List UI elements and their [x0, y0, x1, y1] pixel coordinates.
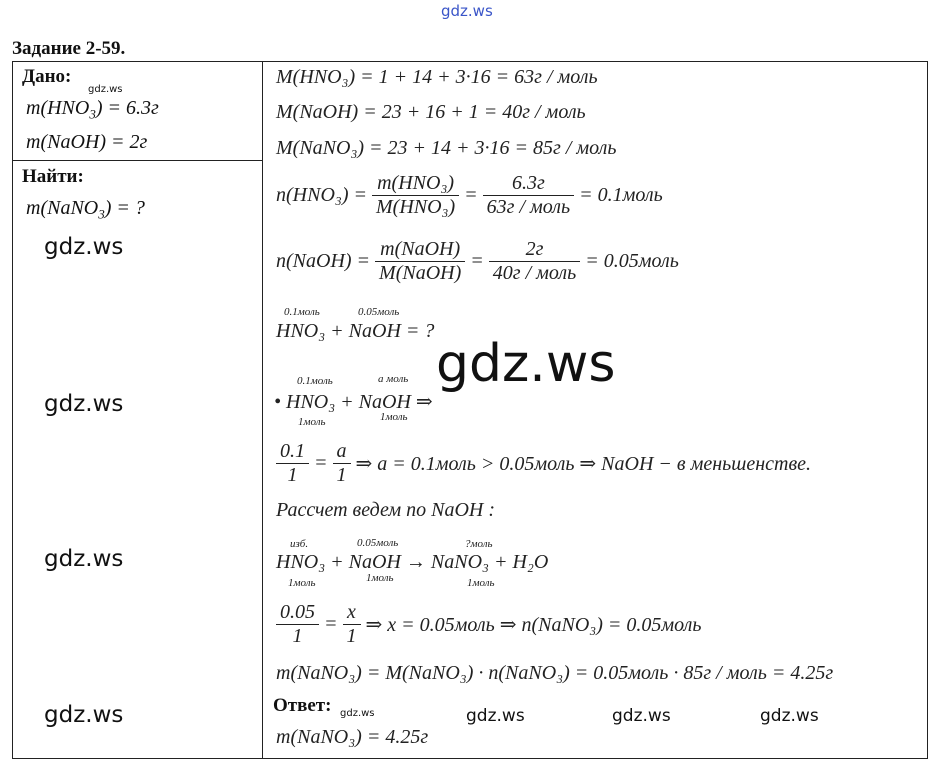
molar-mass-naoh: M(NaOH) = 23 + 16 + 1 = 40г / моль [276, 101, 586, 123]
proportion-a: $\frac{0.1}{1}$ = $\frac{a}{1}$ ⇒ a = 0.1моль > 0.05моль ⇒ NaOH − в меньшенстве. [276, 440, 811, 487]
given-watermark: gdz.ws [88, 84, 123, 95]
task-title: Задание 2-59. [12, 38, 126, 59]
left-watermark-3: gdz.ws [44, 546, 124, 572]
answer-heading: Ответ: [273, 695, 332, 716]
reaction2-coef-hno3: 1моль [298, 416, 326, 428]
find-heading: Найти: [22, 166, 84, 187]
reaction1-label-hno3: 0.1моль [284, 306, 320, 318]
moles-hno3: n(HNO₃) = $\frac{\text{m(HNO₃)}}{\text{M(HNO₃)}}$ = $\frac{6.3г}{\text{63г / моль}}$ = 0.1моль [276, 172, 663, 218]
column-divider [262, 61, 263, 759]
answer-watermark: gdz.ws [340, 708, 375, 719]
top-watermark: gdz.ws [441, 2, 493, 20]
reaction3-equation: HNO₃ + NaOH → NaNO₃ + H₂O [276, 551, 549, 573]
bottom-watermark-3: gdz.ws [760, 706, 819, 726]
left-watermark-4: gdz.ws [44, 702, 124, 728]
final-mass-calculation: m(NaNO₃) = M(NaNO₃) · n(NaNO₃) = 0.05моль · 85г / моль = 4.25г [276, 662, 834, 684]
reaction3-coef-nano3: 1моль [467, 577, 495, 589]
given-hno3-mass: $m(HNO_3) = 6.3г$ [26, 97, 159, 122]
reaction1-label-naoh: 0.05моль [358, 306, 400, 318]
reaction3-coef-hno3: 1моль [288, 577, 316, 589]
given-heading: Дано: [22, 66, 72, 87]
reaction3-coef-naoh: 1моль [366, 572, 394, 584]
proportion-x: $\frac{0.05}{1}$ = $\frac{x}{1}$ ⇒ x = 0.05моль ⇒ n(NaNO₃) = 0.05моль [276, 601, 701, 648]
find-nano3-mass: m(NaNO$_3$) = ? [26, 197, 145, 222]
reaction3-label-hno3: изб. [290, 538, 309, 550]
reaction3-label-naoh: 0.05моль [357, 537, 399, 549]
reaction3-label-nano3: ?моль [465, 538, 493, 550]
left-watermark-2: gdz.ws [44, 391, 124, 417]
center-watermark: gdz.ws [436, 334, 616, 394]
reaction2-label-hno3: 0.1моль [297, 375, 333, 387]
calc-by-naoh: Рассчет ведем по NaOH : [276, 499, 495, 521]
molar-mass-nano3: M(NaNO₃) = 23 + 14 + 3·16 = 85г / моль [276, 137, 617, 159]
left-watermark-1: gdz.ws [44, 234, 124, 260]
solution-table [12, 61, 928, 759]
given-naoh-mass: m(NaOH) = 2г [26, 131, 148, 153]
reaction2-coef-naoh: 1моль [380, 411, 408, 423]
bottom-watermark-2: gdz.ws [612, 706, 671, 726]
reaction2-label-naoh: a моль [378, 373, 409, 385]
moles-naoh: n(NaOH) = $\frac{\text{m(NaOH)}}{\text{M(NaOH)}}$ = $\frac{2г}{\text{40г / моль}}$ = 0.05моль [276, 238, 679, 284]
molar-mass-hno3: M(HNO₃) = 1 + 14 + 3·16 = 63г / моль [276, 66, 598, 88]
reaction2-equation: • HNO₃ + NaOH ⇒ [274, 391, 433, 413]
bottom-watermark-1: gdz.ws [466, 706, 525, 726]
reaction1-equation: HNO₃ + NaOH = ? [276, 320, 435, 342]
answer-value: m(NaNO₃) = 4.25г [276, 726, 429, 748]
given-find-divider [12, 160, 262, 161]
